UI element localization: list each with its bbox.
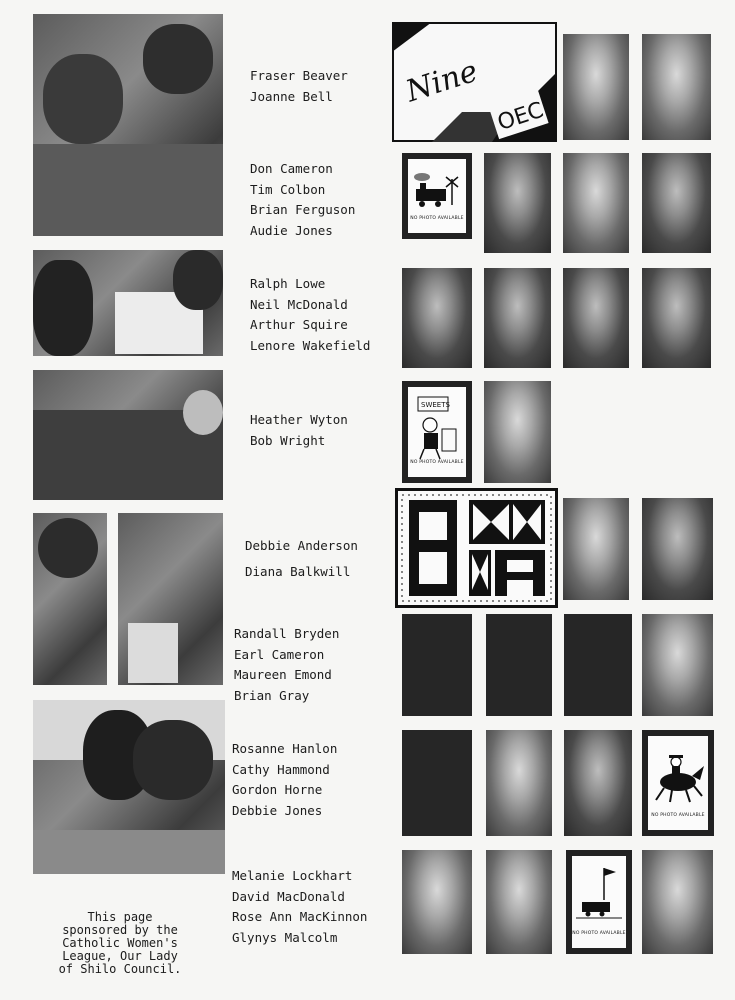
name-list-group-2 — [250, 159, 355, 241]
oec-code: OEC — [494, 97, 547, 136]
name-list-group-4 — [250, 410, 348, 451]
student-name: Bob Wright — [250, 432, 326, 448]
student-name: Joanne Bell — [250, 88, 333, 104]
portrait-photo — [642, 850, 713, 954]
no-photo-label: NO PHOTO AVAILABLE — [410, 460, 464, 465]
student-name: David MacDonald — [232, 888, 345, 904]
student-name: Rosanne Hanlon — [232, 741, 338, 756]
eight-a-header-logo — [395, 488, 558, 608]
portrait-photo — [484, 153, 551, 253]
portrait-photo — [484, 268, 551, 368]
no-photo-card-inner — [408, 387, 466, 477]
sponsor-line: League, Our Lady — [62, 949, 178, 963]
no-photo-card — [402, 153, 472, 239]
nine-word: Nine — [401, 53, 482, 110]
no-photo-label: NO PHOTO AVAILABLE — [651, 813, 705, 818]
portrait-photo-blank — [402, 614, 472, 716]
portrait-photo — [484, 381, 551, 483]
student-name: Gordon Horne — [232, 782, 323, 797]
portrait-photo — [563, 498, 629, 600]
student-name: Debbie Jones — [232, 802, 323, 818]
eight-a-graphic — [395, 488, 558, 608]
student-name: Heather Wyton — [250, 412, 348, 427]
name-list-group-3 — [250, 274, 370, 356]
sponsor-line: Catholic Women's — [62, 936, 178, 950]
nine-oec-graphic — [392, 22, 557, 142]
student-name: Diana Balkwill — [245, 564, 351, 579]
name-list-group-7 — [232, 739, 337, 821]
portrait-photo — [642, 153, 711, 253]
no-photo-label: NO PHOTO AVAILABLE — [572, 931, 626, 936]
candid-photo-student-bending — [118, 513, 223, 685]
no-photo-card — [402, 381, 472, 483]
student-name: Glynys Malcolm — [232, 929, 338, 945]
portrait-photo — [642, 34, 711, 140]
no-photo-card — [566, 850, 632, 954]
portrait-photo — [642, 268, 711, 368]
portrait-photo — [486, 850, 552, 954]
student-name: Maureen Emond — [234, 667, 332, 682]
student-name: Debbie Anderson — [245, 538, 358, 553]
candid-photo-student-reading — [33, 513, 107, 685]
portrait-photo — [563, 268, 629, 368]
student-name: Don Cameron — [250, 161, 333, 176]
class-a: A — [519, 602, 520, 603]
student-name: Ralph Lowe — [250, 276, 326, 291]
train-crossing-icon — [408, 159, 466, 233]
no-photo-card-inner — [408, 159, 466, 233]
student-name: Brian Gray — [234, 687, 310, 703]
portrait-photo — [486, 730, 552, 836]
portrait-photo-blank — [486, 614, 552, 716]
no-photo-label: NO PHOTO AVAILABLE — [410, 216, 464, 221]
candid-photo-students-at-desk — [33, 14, 223, 236]
student-name: Randall Bryden — [234, 626, 340, 641]
student-name: Earl Cameron — [234, 646, 325, 662]
portrait-photo — [563, 34, 629, 140]
student-name: Lenore Wakefield — [250, 337, 371, 353]
sponsor-note — [45, 911, 195, 976]
name-list-group-1 — [250, 66, 348, 107]
name-list-group-5 — [245, 533, 358, 585]
portrait-photo-blank — [564, 614, 632, 716]
student-name: Arthur Squire — [250, 317, 348, 332]
student-name: Melanie Lockhart — [232, 868, 353, 883]
student-name: Neil McDonald — [250, 296, 348, 312]
sponsor-line: of Shilo Council. — [58, 962, 182, 976]
portrait-photo — [564, 730, 632, 836]
grade-eight: 8 — [428, 602, 429, 603]
student-name: Fraser Beaver — [250, 68, 348, 83]
portrait-photo — [402, 268, 472, 368]
name-list-group-8 — [232, 866, 367, 948]
student-name: Cathy Hammond — [232, 761, 330, 777]
sponsor-line: This page — [87, 910, 153, 924]
nine-oec-header-logo — [392, 22, 557, 142]
svg-text:SWEETS: SWEETS — [421, 401, 450, 409]
candid-photo-girls-writing — [33, 700, 225, 874]
student-name: Brian Ferguson — [250, 202, 356, 217]
student-name: Tim Colbon — [250, 181, 326, 197]
no-photo-card-inner — [572, 856, 626, 948]
student-name: Rose Ann MacKinnon — [232, 909, 368, 924]
sponsor-line: sponsored by the — [62, 923, 178, 937]
candid-photo-girls-with-paper — [33, 250, 223, 356]
portrait-photo — [402, 850, 472, 954]
name-list-group-6 — [234, 624, 339, 706]
portrait-photo-blank — [402, 730, 472, 836]
no-photo-card-inner — [648, 736, 708, 830]
portrait-photo — [642, 614, 713, 716]
portrait-photo — [563, 153, 629, 253]
student-name: Audie Jones — [250, 222, 333, 238]
portrait-photo — [642, 498, 713, 600]
candid-photo-girl-on-floor — [33, 370, 223, 500]
no-photo-card — [642, 730, 714, 836]
